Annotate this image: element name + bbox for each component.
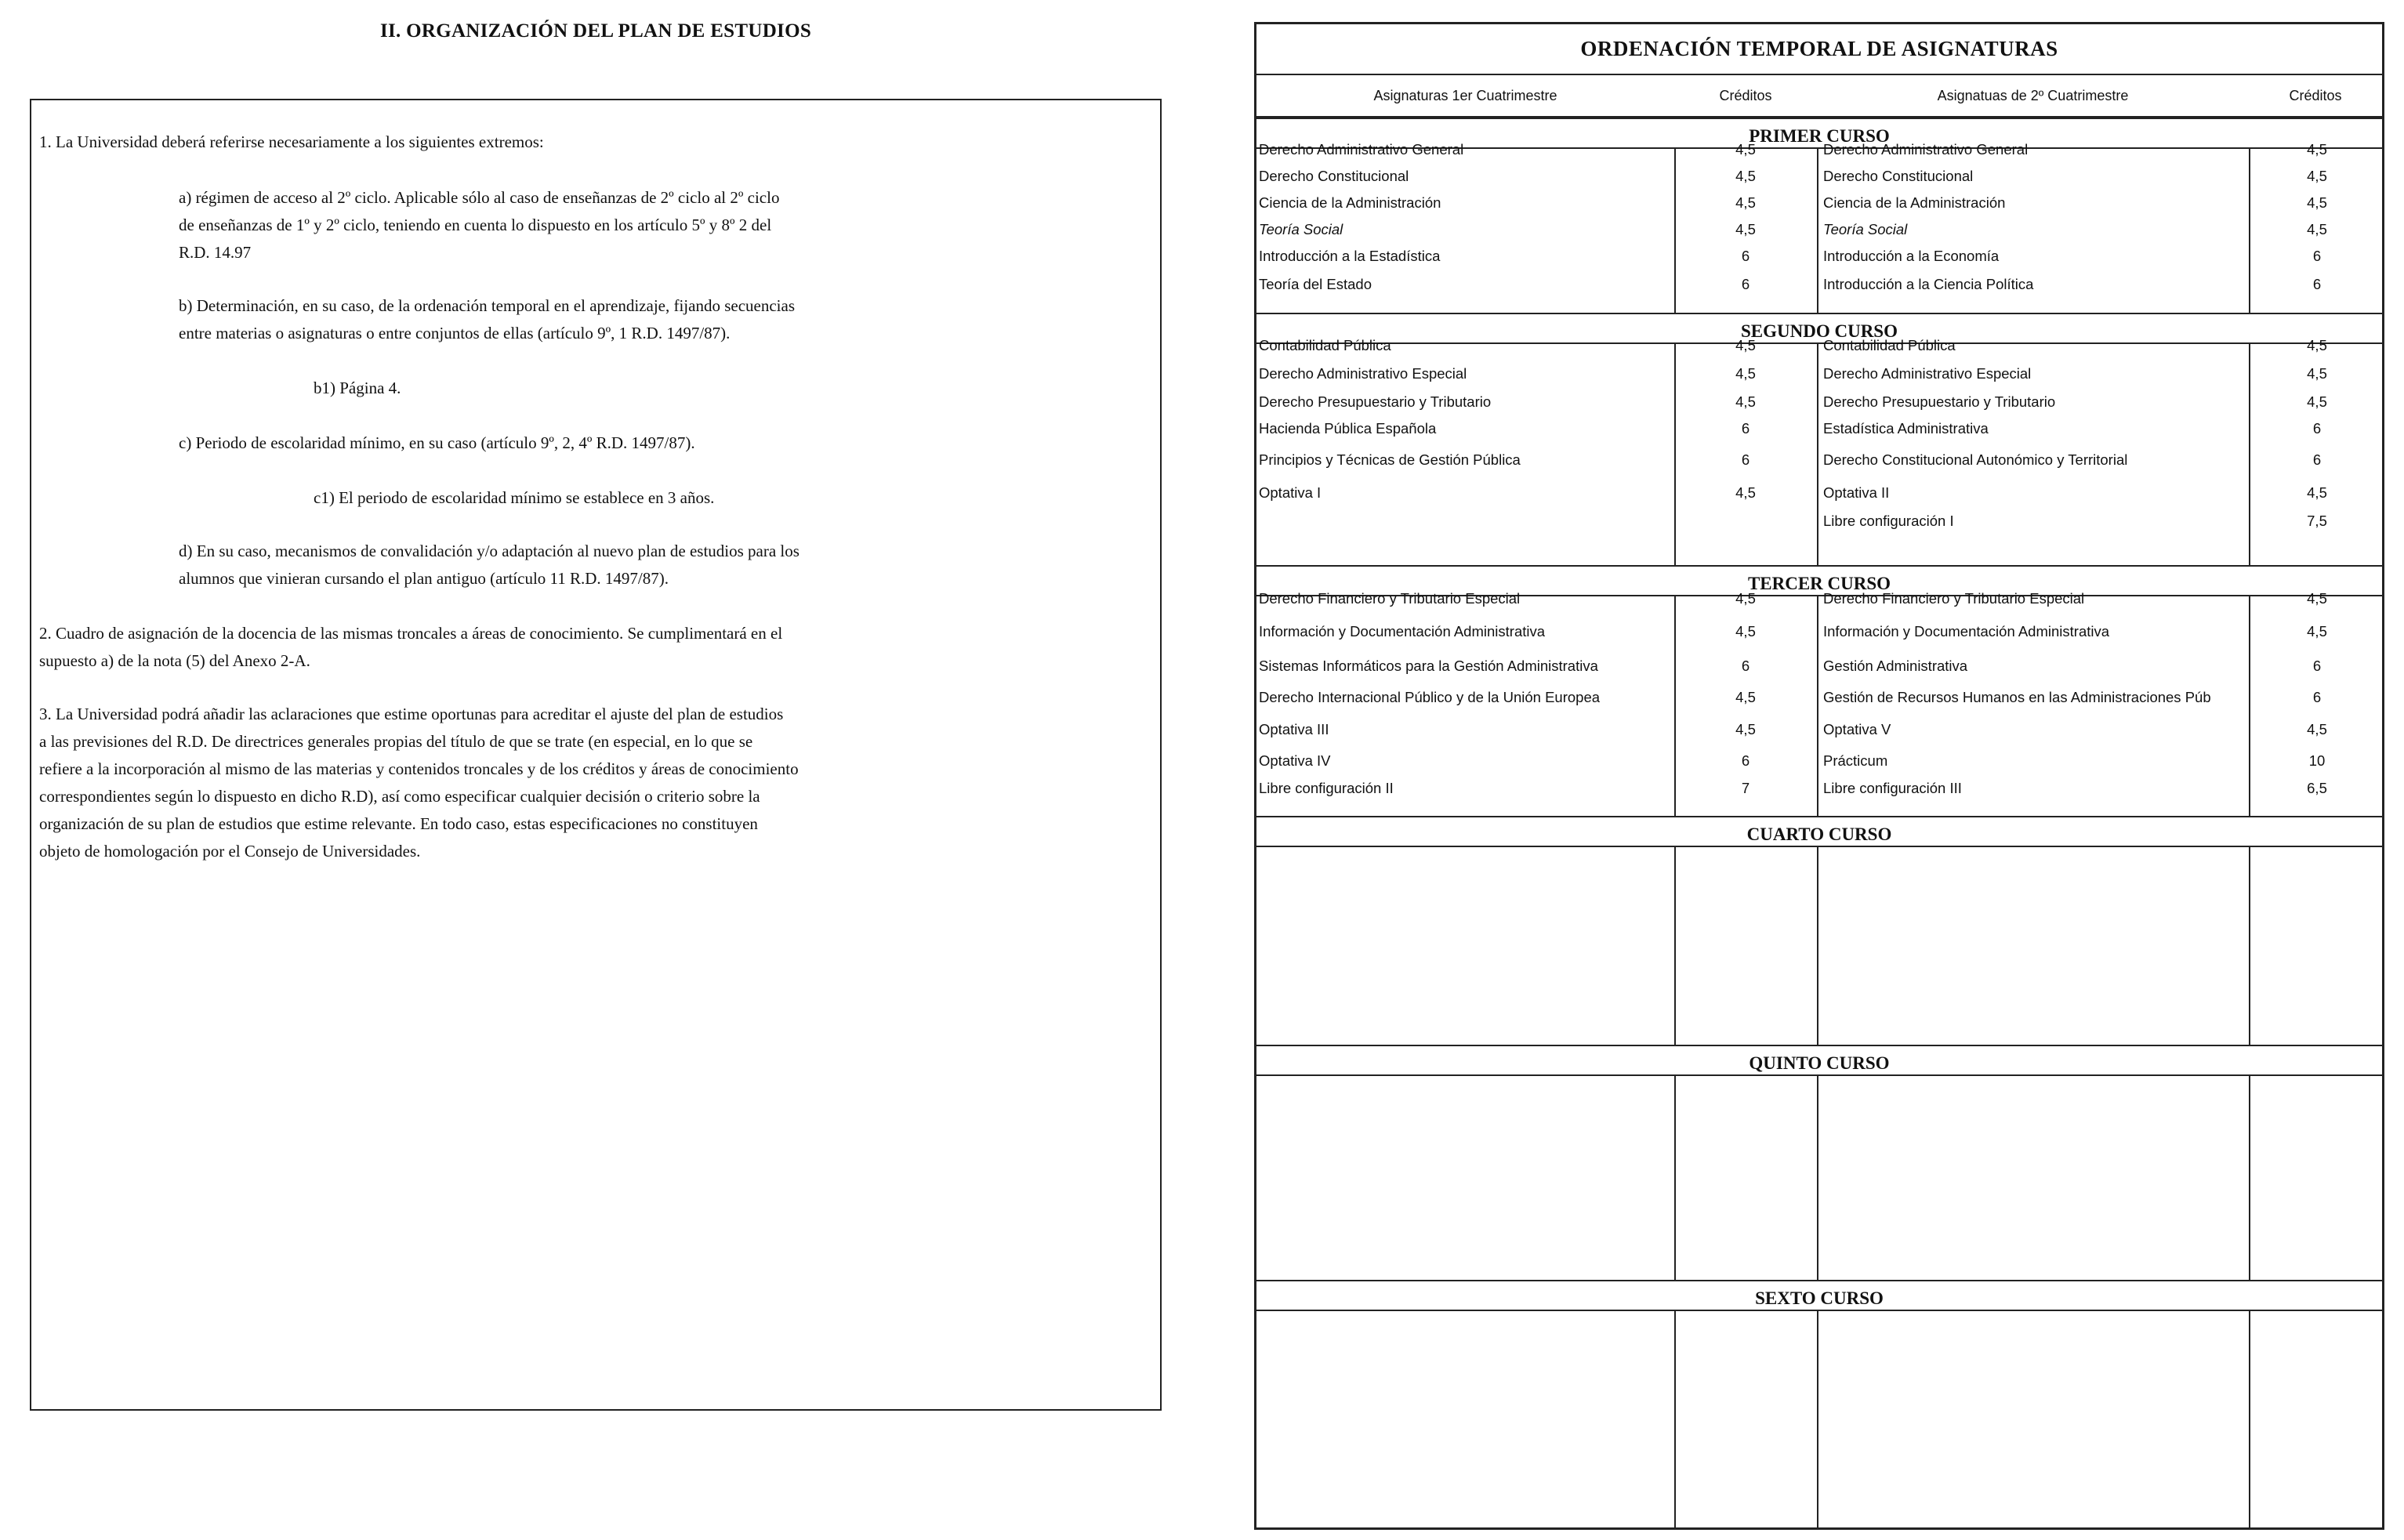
subject-second-semester: Derecho Administrativo Especial [1823,365,2032,382]
header-credits-1: Créditos [1674,74,1817,118]
table-row [1256,163,2382,190]
subject-first-semester: Teoría del Estado [1259,276,1372,292]
subject-second-semester: Gestión Administrativa [1823,658,1968,674]
table-row [1256,216,2382,243]
subject-first-semester: Sistemas Informáticos para la Gestión Administrativa [1259,658,1598,674]
credits-second-semester: 6 [2312,451,2322,468]
paragraph-2-line: supuesto a) de la nota (5) del Anexo 2-A. [39,651,310,670]
credits-second-semester: 6 [2312,248,2322,264]
paragraph-3-line: correspondientes según lo dispuesto en dicho R.D), así como especificar cualquier decisión o criterio sobre la [39,787,760,806]
subject-second-semester: Derecho Financiero y Tributario Especial [1823,590,2085,607]
table-row [1256,653,2382,679]
subject-second-semester: Contabilidad Pública [1823,337,1956,353]
subject-second-semester: Información y Documentación Administrativa [1823,623,2110,640]
table-title: ORDENACIÓN TEMPORAL DE ASIGNATURAS [1256,24,2382,75]
credits-second-semester: 4,5 [2307,337,2327,353]
header-first-semester: Asignaturas 1er Cuatrimestre [1256,74,1674,118]
table-row [1256,136,2382,163]
credits-second-semester: 6 [2312,276,2322,292]
credits-first-semester: 6 [1741,752,1750,769]
credits-second-semester: 6 [2312,689,2322,705]
subject-second-semester: Derecho Constitucional [1823,168,1974,184]
subject-second-semester: Optativa V [1823,721,1891,737]
paragraph-3-line: objeto de homologación por el Consejo de Universidades. [39,842,421,861]
table-row [1256,480,2382,506]
paragraph-3 [39,701,799,865]
credits-first-semester: 4,5 [1735,365,1756,382]
subject-first-semester [1259,508,1673,534]
table-row [1256,389,2382,415]
paragraph-3-line: organización de su plan de estudios que estime relevante. En todo caso, estas especificaciones no constituyen [39,814,758,833]
column-divider [1817,1311,1818,1527]
credits-first-semester: 6 [1741,451,1750,468]
subject-first-semester: Derecho Financiero y Tributario Especial [1259,590,1521,607]
paragraph-a-line: R.D. 14.97 [179,243,252,262]
subject-second-semester: Libre configuración III [1823,780,1962,796]
subject-second-semester: Optativa II [1823,484,1890,501]
credits-second-semester: 7,5 [2307,513,2327,529]
paragraph-b-line: entre materias o asignaturas o entre conjuntos de ellas (artículo 9º, 1 R.D. 1497/87). [179,324,731,342]
subject-first-semester: Optativa III [1259,721,1329,737]
table-row [1256,447,2382,473]
subject-first-semester: Derecho Administrativo Especial [1259,365,1467,382]
header-credits-2: Créditos [2249,74,2382,118]
subject-first-semester: Derecho Administrativo General [1259,141,1464,158]
column-divider [1817,847,1818,1045]
header-second-semester: Asignatuas de 2º Cuatrimestre [1817,74,2249,118]
subject-second-semester: Introducción a la Economía [1823,248,2000,264]
paragraph-b1: b1) Página 4. [314,379,401,397]
credits-second-semester: 4,5 [2307,590,2327,607]
credits-first-semester: 4,5 [1735,590,1756,607]
subject-first-semester: Derecho Constitucional [1259,168,1409,184]
column-divider [2249,1076,2250,1280]
subject-second-semester: Teoría Social [1823,221,1908,237]
page-title: II. ORGANIZACIÓN DEL PLAN DE ESTUDIOS [379,20,812,42]
credits-first-semester: 4,5 [1735,168,1756,184]
section-title: TERCER CURSO [1256,565,2382,596]
table-row [1256,243,2382,270]
credits-second-semester: 4,5 [2307,221,2327,237]
schedule-table [1254,22,2384,1530]
credits-second-semester: 6 [2312,658,2322,674]
section-title: QUINTO CURSO [1256,1045,2382,1076]
table-row [1256,271,2382,298]
subject-second-semester: Introducción a la Ciencia Política [1823,276,2034,292]
credits-second-semester: 4,5 [2307,484,2327,501]
credits-first-semester: 6 [1741,658,1750,674]
table-row [1256,190,2382,216]
credits-second-semester: 6,5 [2307,780,2327,796]
credits-second-semester: 10 [2308,752,2326,769]
subject-first-semester: Optativa I [1259,484,1322,501]
column-divider [1817,1076,1818,1280]
paragraph-2 [39,620,782,675]
column-divider [1674,1076,1676,1280]
paragraph-b [179,292,795,347]
credits-first-semester: 4,5 [1735,221,1756,237]
paragraph-3-line: a las previsiones del R.D. De directrices generales propias del título de que se trate (en especial, en lo que se [39,732,753,751]
column-divider [1674,847,1676,1045]
paragraph-3-line: 3. La Universidad podrá añadir las aclaraciones que estime oportunas para acreditar el ajuste del plan de estudios [39,705,784,723]
column-divider [1674,1311,1676,1527]
section-title: CUARTO CURSO [1256,816,2382,847]
subject-first-semester: Contabilidad Pública [1259,337,1391,353]
table-row [1256,748,2382,774]
subject-second-semester: Derecho Administrativo General [1823,141,2029,158]
section-title: SEXTO CURSO [1256,1280,2382,1311]
table-row [1256,716,2382,743]
credits-first-semester: 6 [1741,248,1750,264]
subject-second-semester: Gestión de Recursos Humanos en las Administraciones Púb [1823,689,2211,705]
credits-second-semester: 4,5 [2307,141,2327,158]
section-title: SEGUNDO CURSO [1256,313,2382,344]
credits-first-semester: 4,5 [1735,393,1756,410]
subject-first-semester: Derecho Presupuestario y Tributario [1259,393,1492,410]
subject-first-semester: Información y Documentación Administrativa [1259,623,1546,640]
subject-first-semester: Ciencia de la Administración [1259,194,1441,211]
credits-first-semester: 6 [1741,276,1750,292]
credits-first-semester: 7 [1741,780,1750,796]
paragraph-1: 1. La Universidad deberá referirse necesariamente a los siguientes extremos: [39,132,544,151]
credits-first-semester: 4,5 [1735,337,1756,353]
subject-second-semester: Prácticum [1823,752,1888,769]
subject-first-semester: Optativa IV [1259,752,1331,769]
credits-second-semester: 4,5 [2307,721,2327,737]
subject-second-semester: Estadística Administrativa [1823,420,1989,437]
table-row [1256,508,2382,534]
table-row [1256,332,2382,359]
subject-first-semester: Principios y Técnicas de Gestión Pública [1259,451,1521,468]
credits-second-semester: 4,5 [2307,194,2327,211]
paragraph-c1: c1) El periodo de escolaridad mínimo se establece en 3 años. [314,488,715,507]
paragraph-d-line: alumnos que vinieran cursando el plan antiguo (artículo 11 R.D. 1497/87). [179,569,669,588]
paragraph-d [179,538,800,592]
table-row [1256,585,2382,612]
paragraph-d-line: d) En su caso, mecanismos de convalidación y/o adaptación al nuevo plan de estudios para los [179,542,800,560]
table-row [1256,415,2382,442]
credits-first-semester [1676,508,1815,534]
credits-first-semester: 4,5 [1735,623,1756,640]
subject-first-semester: Libre configuración II [1259,780,1394,796]
paragraph-b-line: b) Determinación, en su caso, de la ordenación temporal en el aprendizaje, fijando secuencias [179,296,795,315]
paragraph-a-line: a) régimen de acceso al 2º ciclo. Aplicable sólo al caso de enseñanzas de 2º ciclo al 2º ciclo [179,188,780,207]
table-row [1256,684,2382,711]
section-title: PRIMER CURSO [1256,118,2382,149]
subject-first-semester: Teoría Social [1259,221,1343,237]
subject-first-semester: Hacienda Pública Española [1259,420,1437,437]
table-row [1256,775,2382,802]
paragraph-c: c) Periodo de escolaridad mínimo, en su caso (artículo 9º, 2, 4º R.D. 1497/87). [179,433,695,452]
credits-first-semester: 4,5 [1735,141,1756,158]
instructions-box [30,99,1162,1411]
paragraph-a-line: de enseñanzas de 1º y 2º ciclo, teniendo en cuenta lo dispuesto en los artículo 5º y 8º 2 del [179,216,772,234]
table-row [1256,361,2382,387]
credits-second-semester: 6 [2312,420,2322,437]
subject-second-semester: Ciencia de la Administración [1823,194,2006,211]
credits-first-semester: 4,5 [1735,194,1756,211]
subject-first-semester: Introducción a la Estadística [1259,248,1441,264]
credits-first-semester: 6 [1741,420,1750,437]
credits-second-semester: 4,5 [2307,365,2327,382]
subject-first-semester: Derecho Internacional Público y de la Unión Europea [1259,689,1601,705]
credits-first-semester: 4,5 [1735,484,1756,501]
paragraph-2-line: 2. Cuadro de asignación de la docencia de las mismas troncales a áreas de conocimiento. Se cumplimentará en el [39,624,783,643]
credits-second-semester: 4,5 [2307,393,2327,410]
subject-second-semester: Derecho Presupuestario y Tributario [1823,393,2056,410]
paragraph-a [179,184,779,266]
column-divider [2249,1311,2250,1527]
column-divider [2249,847,2250,1045]
credits-second-semester: 4,5 [2307,623,2327,640]
credits-first-semester: 4,5 [1735,689,1756,705]
credits-second-semester: 4,5 [2307,168,2327,184]
paragraph-3-line: refiere a la incorporación al mismo de las materias y contenidos troncales y de los créditos y áreas de conocimiento [39,759,799,778]
table-row [1256,618,2382,645]
subject-second-semester: Derecho Constitucional Autonómico y Territorial [1823,451,2128,468]
credits-first-semester: 4,5 [1735,721,1756,737]
subject-second-semester: Libre configuración I [1823,513,1954,529]
